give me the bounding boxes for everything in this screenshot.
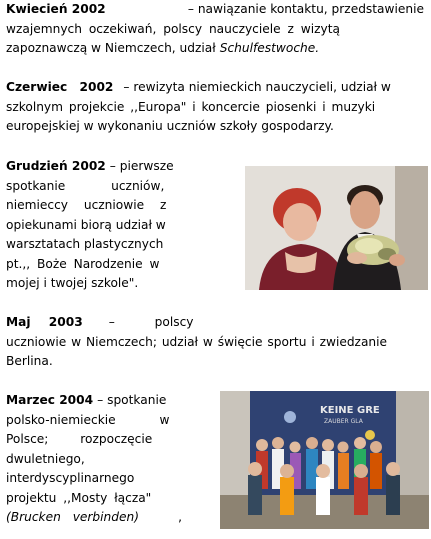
entry-text: europejskiej w wykonaniu uczniów szkoły gospodarzy. [6, 119, 334, 133]
entry-text: niemieccy uczniowie z [6, 198, 167, 212]
entry-italic-term: Schulfestwoche. [219, 41, 320, 55]
entry-text: – nawiązanie kontaktu, przedstawienie [187, 2, 424, 16]
entry-date: Marzec 2004 [6, 393, 94, 407]
stage-banner-sub: ZAUBER GLA [324, 418, 363, 425]
entry-text: – polscy [108, 315, 194, 329]
entry-text: Berlina. [6, 354, 53, 368]
entry-date: Grudzień 2002 [6, 159, 106, 173]
stage-banner: KEINE GRE [320, 405, 380, 416]
entry-text: Polsce; rozpoczęcie [6, 432, 153, 446]
entry-text: – pierwsze [109, 159, 174, 173]
photo-students-image [220, 391, 429, 529]
entry-text: interdyscyplinarnego [6, 471, 135, 485]
entry-text: szkolnym projekcie ,,Europa" i koncercie piosenki i muzyki [6, 99, 376, 114]
entry-text: dwuletniego, [6, 451, 85, 466]
entry-date: Kwiecień 2002 [6, 2, 106, 16]
document-page [6, 0, 424, 539]
entry-april-2002 [6, 0, 424, 59]
entry-text: – spotkanie [97, 393, 167, 407]
entry-text: zapoznawczą w Niemczech, udział [6, 41, 216, 55]
entry-text: mojej i twojej szkole". [6, 276, 139, 290]
entry-text: wzajemnych oczekiwań, polscy nauczyciele z wizytą [6, 21, 340, 36]
entry-december-2002 [6, 157, 180, 294]
photo-teachers [245, 166, 428, 290]
entry-text: projektu ,,Mosty łącza" [6, 490, 152, 505]
entry-date: Maj 2003 [6, 315, 83, 329]
entry-text: spotkanie uczniów, [6, 178, 165, 193]
entry-text: pt.,, Boże Narodzenie w [6, 256, 160, 271]
entry-june-2002 [6, 78, 424, 137]
photo-students-stage [220, 391, 429, 529]
entry-italic-term: (Brucken verbinden) [6, 510, 139, 524]
entry-date: Czerwiec 2002 [6, 80, 114, 94]
entry-text: opiekunami biorą udział w [6, 217, 166, 232]
entry-may-2003 [6, 313, 424, 372]
entry-text: warsztatach plastycznych [6, 237, 164, 251]
entry-march-2004 [6, 391, 182, 528]
entry-text: – rewizyta niemieckich nauczycieli, udział w [123, 80, 391, 94]
entry-text: uczniowie w Niemczech; udział w święcie sportu i zwiedzanie [6, 334, 388, 349]
entry-text: , [178, 510, 182, 524]
entry-text: polsko-niemieckie w [6, 412, 170, 427]
photo-teachers-image [245, 166, 428, 290]
